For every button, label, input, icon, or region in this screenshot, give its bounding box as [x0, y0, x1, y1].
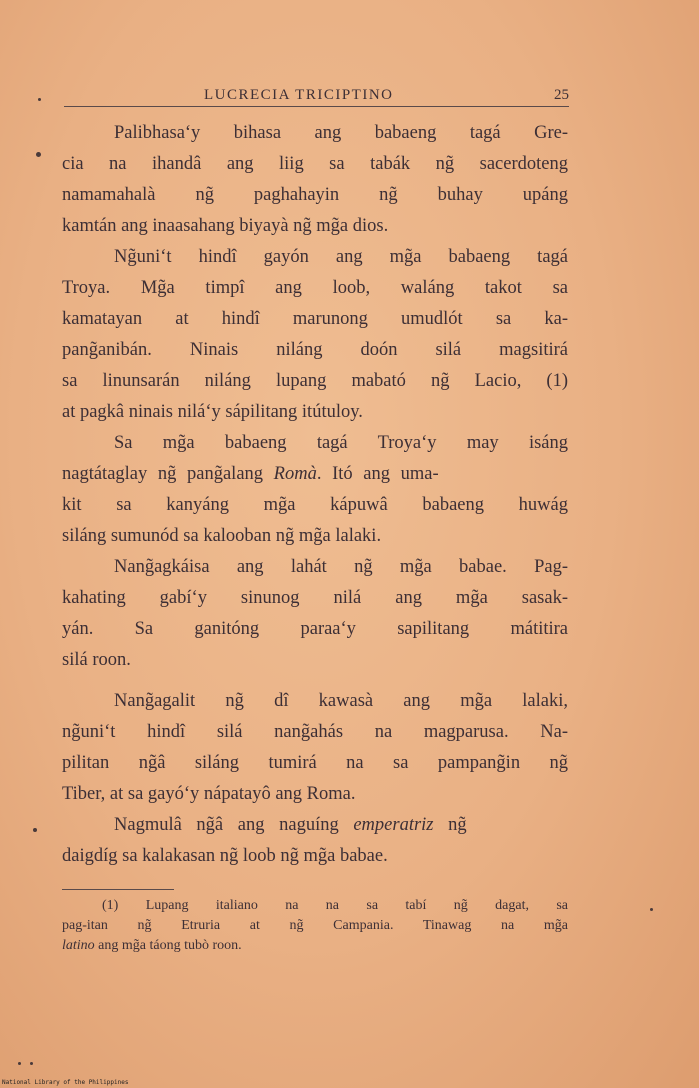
- text-line: kamtán ang inaasahang biyayà ng̃ mg̃a dios.: [62, 216, 389, 236]
- text-line: kahating gabí‘y sinunog nilá ang mg̃a sasak-: [62, 588, 568, 608]
- text-segment: ang mg̃a táong tubò roon.: [94, 938, 242, 953]
- text-line: kit sa kanyáng mg̃a kápuwâ babaeng huwág: [62, 495, 568, 515]
- text-line: yán. Sa ganitóng paraa‘y sapilitang mátitira: [62, 619, 568, 639]
- text-line: namamahalà ng̃ paghahayin ng̃ buhay upáng: [62, 185, 568, 205]
- paper-speck: [36, 152, 41, 157]
- text-line: pang̃anibán. Ninais niláng doón silá magsitirá: [62, 340, 568, 360]
- text-line: cia na ihandâ ang liig sa tabák ng̃ sacerdoteng: [62, 154, 568, 174]
- footnote-line: pag-itan ng̃ Etruria at ng̃ Campania. Tinawag na mg̃a: [62, 918, 568, 933]
- paragraph-gap: [62, 676, 568, 686]
- text-line: sa linunsarán niláng lupang mabató ng̃ Lacio, (1): [62, 371, 568, 391]
- text-line: Palibhasa‘y bihasa ang babaeng tagá Gre-: [114, 123, 568, 143]
- text-line: pilitan ng̃â siláng tumirá na sa pampang̃in ng̃: [62, 753, 568, 773]
- italic-word: emperatriz: [353, 815, 434, 835]
- text-segment: . Itó ang uma-: [316, 464, 439, 484]
- paper-speck: [38, 98, 41, 101]
- paper-speck: [33, 828, 37, 832]
- text-line: siláng sumunód sa kalooban ng̃ mg̃a lalaki.: [62, 526, 382, 546]
- text-segment: ng̃: [433, 815, 467, 835]
- footnote: [62, 896, 568, 956]
- text-segment: Nagmulâ ng̃â ang naguíng: [114, 815, 339, 835]
- footnote-divider: [62, 889, 174, 890]
- text-line: Ng̃uni‘t hindî gayón ang mg̃a babaeng tagá: [114, 247, 568, 267]
- text-line: at pagkâ ninais nilá‘y sápilitang itútuloy.: [62, 402, 363, 422]
- text-line: Tiber, at sa gayó‘y nápatayô ang Roma.: [62, 784, 356, 804]
- text-line: Nang̃agkáisa ang lahát ng̃ mg̃a babae. Pag-: [114, 557, 568, 577]
- text-segment: nagtátaglay ng̃ pang̃alang: [62, 464, 264, 484]
- running-header: [64, 84, 569, 107]
- text-line: kamatayan at hindî marunong umudlót sa ka-: [62, 309, 568, 329]
- paper-speck: [650, 908, 653, 911]
- footnote-line: (1) Lupang italiano na na sa tabí ng̃ dagat, sa: [102, 898, 568, 913]
- text-line: ng̃uni‘t hindî silá nang̃ahás na magparusa. Na-: [62, 722, 568, 742]
- text-line: daigdíg sa kalakasan ng̃ loob ng̃ mg̃a babae.: [62, 846, 388, 866]
- body-text: [62, 118, 568, 872]
- italic-word: Romà: [273, 464, 317, 484]
- text-line: Nang̃agalit ng̃ dî kawasà ang mg̃a lalaki,: [114, 691, 568, 711]
- text-line: [62, 459, 568, 490]
- paper-speck: [18, 1062, 21, 1065]
- running-title: LUCRECIA TRICIPTINO: [204, 87, 394, 103]
- footnote-line: [62, 936, 568, 956]
- library-credit: National Library of the Philippines: [2, 1079, 129, 1086]
- italic-word: latino: [62, 938, 95, 953]
- page-number: 25: [554, 87, 569, 103]
- text-line: Troya. Mg̃a timpî ang loob, waláng takot sa: [62, 278, 568, 298]
- text-line: Sa mg̃a babaeng tagá Troya‘y may isáng: [114, 433, 568, 453]
- paper-speck: [30, 1062, 33, 1065]
- text-line: silá roon.: [62, 650, 131, 670]
- text-line: [62, 810, 568, 841]
